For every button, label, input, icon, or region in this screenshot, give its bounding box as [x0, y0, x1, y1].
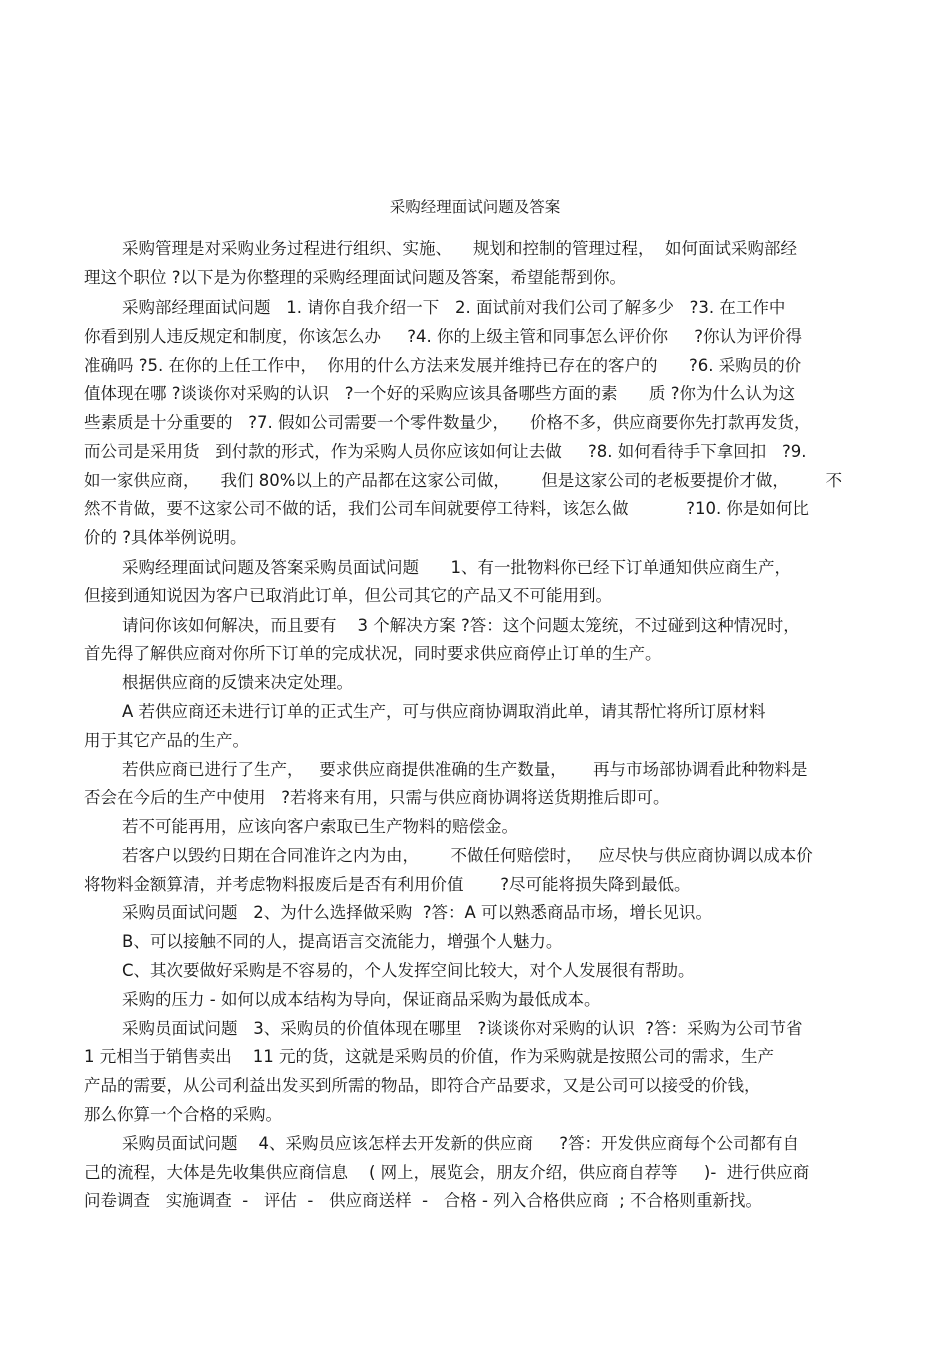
text-line: C、其次要做好采购是不容易的，个人发挥空间比较大，对个人发展很有帮助。 [122, 961, 695, 980]
text-line: 值体现在哪 ?谈谈你对采购的认识 ?一个好的采购应该具备哪些方面的素 质 ?你为什么认为这 [84, 384, 795, 403]
text-line: 首先得了解供应商对你所下订单的完成状况，同时要求供应商停止订单的生产。 [84, 644, 662, 663]
text-line: 若供应商已进行了生产， 要求供应商提供准确的生产数量， 再与市场部协调看此种物料是 [122, 760, 808, 779]
text-line: 采购员面试问题 2、为什么选择做采购 ?答：A 可以熟悉商品市场，增长见识。 [122, 903, 713, 922]
text-line: 产品的需要，从公司利益出发买到所需的物品，即符合产品要求，又是公司可以接受的价钱， [84, 1076, 761, 1095]
text-line: 采购部经理面试问题 1. 请你自我介绍一下 2. 面试前对我们公司了解多少 ?3. 在工作中 [122, 298, 786, 317]
text-line: 采购的压力 - 如何以成本结构为导向，保证商品采购为最低成本。 [122, 990, 601, 1009]
text-line: 然不肯做，要不这家公司不做的话，我们公司车间就要停工待料，该怎么做 ?10. 你是如何比 [84, 499, 809, 518]
text-line: 否会在今后的生产中使用 ?若将来有用，只需与供应商协调将送货期推后即可。 [84, 788, 670, 807]
text-line: 准确吗 ?5. 在你的上任工作中， 你用的什么方法来发展并维持已存在的客户的 ?6. 采购员的价 [84, 356, 802, 375]
text-line: 但接到通知说因为客户已取消此订单，但公司其它的产品又不可能用到。 [84, 586, 612, 605]
text-line: 采购员面试问题 4、采购员应该怎样去开发新的供应商 ?答：开发供应商每个公司都有自 [122, 1134, 799, 1153]
text-line: 你看到别人违反规定和制度，你该怎么办 ?4. 你的上级主管和同事怎么评价你 ?你认为评价得 [84, 327, 802, 346]
text-line: 己的流程，大体是先收集供应商信息 ( 网上，展览会，朋友介绍，供应商自荐等 )- 进行供应商 [84, 1163, 810, 1182]
text-line: 采购经理面试问题及答案采购员面试问题 1、有一批物料你已经下订单通知供应商生产， [122, 558, 791, 577]
document-title: 采购经理面试问题及答案 [389, 198, 561, 216]
text-line: 1 元相当于销售卖出 11 元的货，这就是采购员的价值，作为采购就是按照公司的需求，生产 [84, 1047, 774, 1066]
text-line: 采购员面试问题 3、采购员的价值体现在哪里 ?谈谈你对采购的认识 ?答：采购为公司节省 [122, 1019, 803, 1038]
text-line: 问卷调查 实施调查 - 评估 - 供应商送样 - 合格 - 列入合格供应商 ; 不合格则重新找。 [84, 1191, 763, 1210]
text-line: 些素质是十分重要的 ?7. 假如公司需要一个零件数量少， 价格不多，供应商要你先打款再发货， [84, 413, 811, 432]
text-line: 根据供应商的反馈来决定处理。 [122, 673, 353, 692]
text-line: 采购管理是对采购业务过程进行组织、实施、 规划和控制的管理过程， 如何面试采购部经 [122, 239, 797, 258]
text-line: A 若供应商还未进行订单的正式生产，可与供应商协调取消此单，请其帮忙将所订原材料 [122, 702, 766, 721]
text-line: 而公司是采用货 到付款的形式，作为采购人员你应该如何让去做 ?8. 如何看待手下拿回扣 ?9. [84, 442, 807, 461]
text-line: 那么你算一个合格的采购。 [84, 1105, 282, 1124]
text-line: 将物料金额算清，并考虑物料报废后是否有利用价值 ?尽可能将损失降到最低。 [84, 875, 691, 894]
text-line: 若客户以毁约日期在合同准许之内为由， 不做任何赔偿时， 应尽快与供应商协调以成本价 [122, 846, 813, 865]
text-line: 用于其它产品的生产。 [84, 731, 249, 750]
text-line: 理这个职位 ?以下是为你整理的采购经理面试问题及答案，希望能帮到你。 [84, 268, 627, 287]
text-line: 请问你该如何解决，而且要有 3 个解决方案 ?答：这个问题太笼统，不过碰到这种情况时， [122, 616, 800, 635]
text-line: B、可以接触不同的人，提高语言交流能力，增强个人魅力。 [122, 932, 563, 951]
text-line: 如一家供应商， 我们 80%以上的产品都在这家公司做， 但是这家公司的老板要提价才做， 不 [84, 471, 843, 490]
text-line: 若不可能再用，应该向客户索取已生产物料的赔偿金。 [122, 817, 518, 836]
text-line: 价的 ?具体举例说明。 [84, 528, 247, 547]
